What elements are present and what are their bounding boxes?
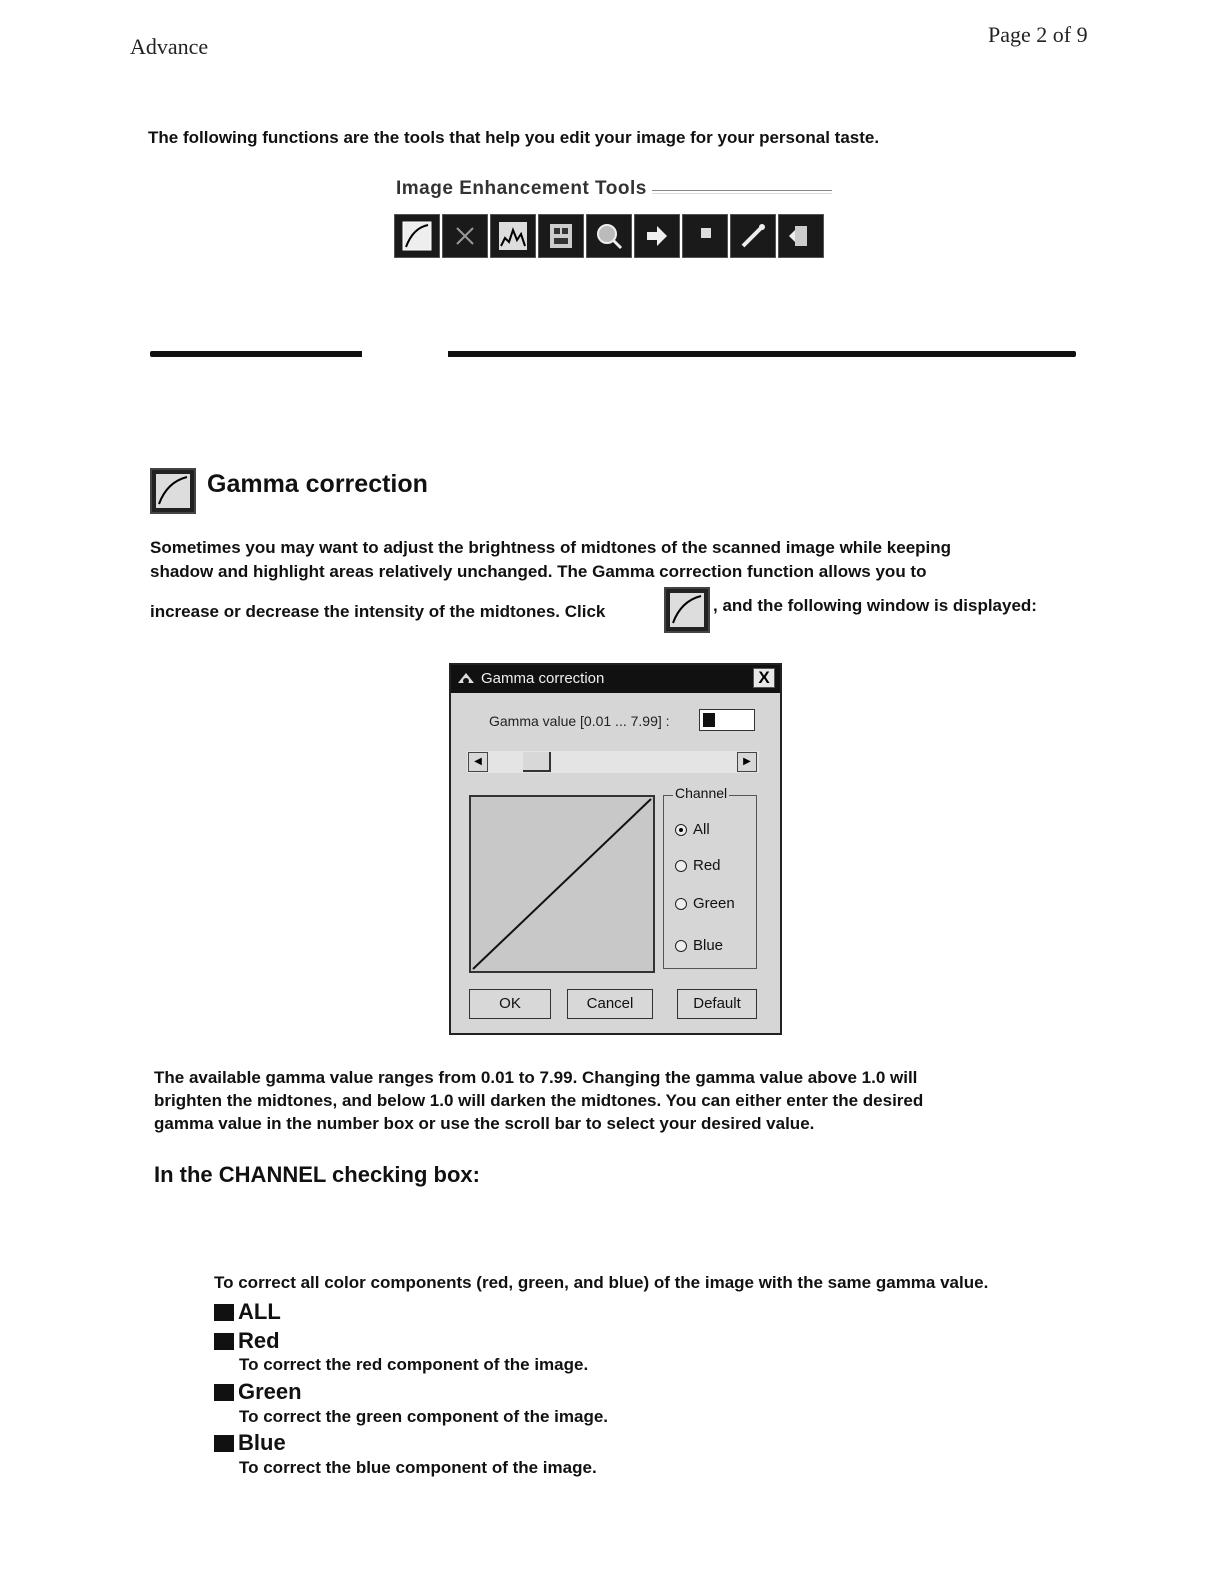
gamma-curve-graph xyxy=(469,795,655,973)
channel-red-label: Red xyxy=(693,857,721,874)
list-item-label: Red xyxy=(238,1328,280,1353)
channel-red-option[interactable] xyxy=(675,857,721,874)
gamma-value-label: Gamma value [0.01 ... 7.99] : xyxy=(489,713,670,729)
bullet-square-icon xyxy=(214,1384,234,1401)
filter-icon xyxy=(449,220,481,252)
list-item-label: Blue xyxy=(238,1430,286,1455)
channel-blue-label: Blue xyxy=(693,937,724,954)
list-item-label: ALL xyxy=(238,1299,281,1324)
color-adjust-icon xyxy=(545,220,577,252)
default-button[interactable]: Default xyxy=(677,989,757,1019)
list-item-blue xyxy=(214,1430,286,1456)
toolbar-title: Image Enhancement Tools xyxy=(396,178,647,199)
gamma-icon xyxy=(150,468,196,514)
red-description: To correct the red component of the image. xyxy=(239,1355,589,1374)
gamma-dialog xyxy=(449,663,782,1035)
light-tool-button[interactable] xyxy=(778,214,824,258)
scroll-thumb[interactable] xyxy=(523,752,551,772)
crop-tool-button[interactable] xyxy=(682,214,728,258)
header-left: Advance xyxy=(130,34,209,59)
section-title: Gamma correction xyxy=(207,470,428,498)
brush-tool-button[interactable] xyxy=(730,214,776,258)
para2-line1: The available gamma value ranges from 0.01 to 7.99. Changing the gamma value above 1.0 will xyxy=(154,1068,918,1087)
para1-line2: shadow and highlight areas relatively unchanged. The Gamma correction function allows you to xyxy=(150,562,927,581)
channel-all-option[interactable] xyxy=(675,821,710,838)
histogram-tool-button[interactable] xyxy=(490,214,536,258)
radio-all[interactable] xyxy=(675,824,687,836)
channel-heading: In the CHANNEL checking box: xyxy=(154,1162,480,1187)
list-item-all xyxy=(214,1299,281,1325)
section-divider xyxy=(150,351,1076,357)
para1-line3b: , and the following window is displayed: xyxy=(713,596,1037,615)
divider-gap xyxy=(362,349,448,359)
page-number: Page 2 of 9 xyxy=(988,22,1088,47)
green-description: To correct the green component of the image. xyxy=(239,1407,609,1426)
channel-all-label: All xyxy=(693,821,710,838)
para1-line3a: increase or decrease the intensity of the midtones. Click xyxy=(150,602,606,621)
all-description: To correct all color components (red, green, and blue) of the image with the same gamma value. xyxy=(214,1273,989,1292)
scroll-right-arrow[interactable]: ▶ xyxy=(737,752,757,772)
radio-green[interactable] xyxy=(675,898,687,910)
gamma-tool-button[interactable] xyxy=(394,214,440,258)
radio-red[interactable] xyxy=(675,860,687,872)
bullet-square-icon xyxy=(214,1304,234,1321)
gamma-icon xyxy=(401,220,433,252)
channel-green-label: Green xyxy=(693,895,735,912)
crop-icon xyxy=(689,220,721,252)
close-button[interactable]: X xyxy=(753,668,775,688)
radio-blue[interactable] xyxy=(675,940,687,952)
flip-icon xyxy=(641,220,673,252)
dialog-title: Gamma correction xyxy=(481,670,605,687)
para1-line1: Sometimes you may want to adjust the brightness of midtones of the scanned image while keeping xyxy=(150,538,952,557)
para2-line3: gamma value in the number box or use the scroll bar to select your desired value. xyxy=(154,1114,815,1133)
gamma-icon xyxy=(664,587,710,633)
list-item-label: Green xyxy=(238,1379,302,1404)
scroll-left-arrow[interactable]: ◀ xyxy=(468,752,488,772)
channel-green-option[interactable] xyxy=(675,895,735,912)
gamma-value-input[interactable] xyxy=(699,709,755,731)
list-item-red xyxy=(214,1328,280,1354)
histogram-icon xyxy=(497,220,529,252)
brush-icon xyxy=(737,220,769,252)
ok-button[interactable]: OK xyxy=(469,989,551,1019)
intro-text: The following functions are the tools that help you edit your image for your personal taste. xyxy=(148,128,880,147)
dialog-titlebar xyxy=(451,665,780,693)
bullet-square-icon xyxy=(214,1333,234,1350)
toolbar-title-rule xyxy=(652,190,832,194)
bullet-square-icon xyxy=(214,1435,234,1452)
blue-description: To correct the blue component of the image. xyxy=(239,1458,597,1477)
zoom-tool-button[interactable] xyxy=(586,214,632,258)
app-icon xyxy=(457,671,475,687)
gamma-scrollbar[interactable] xyxy=(467,751,759,773)
cancel-button[interactable]: Cancel xyxy=(567,989,653,1019)
light-icon xyxy=(785,220,817,252)
channel-group-label: Channel xyxy=(675,785,728,801)
channel-blue-option[interactable] xyxy=(675,937,723,954)
filter-tool-button[interactable] xyxy=(442,214,488,258)
tool-button-row xyxy=(394,214,834,260)
flip-tool-button[interactable] xyxy=(634,214,680,258)
color-adjust-tool-button[interactable] xyxy=(538,214,584,258)
zoom-icon xyxy=(593,220,625,252)
list-item-green xyxy=(214,1379,302,1405)
para2-line2: brighten the midtones, and below 1.0 will darken the midtones. You can either enter the desired xyxy=(154,1091,924,1110)
